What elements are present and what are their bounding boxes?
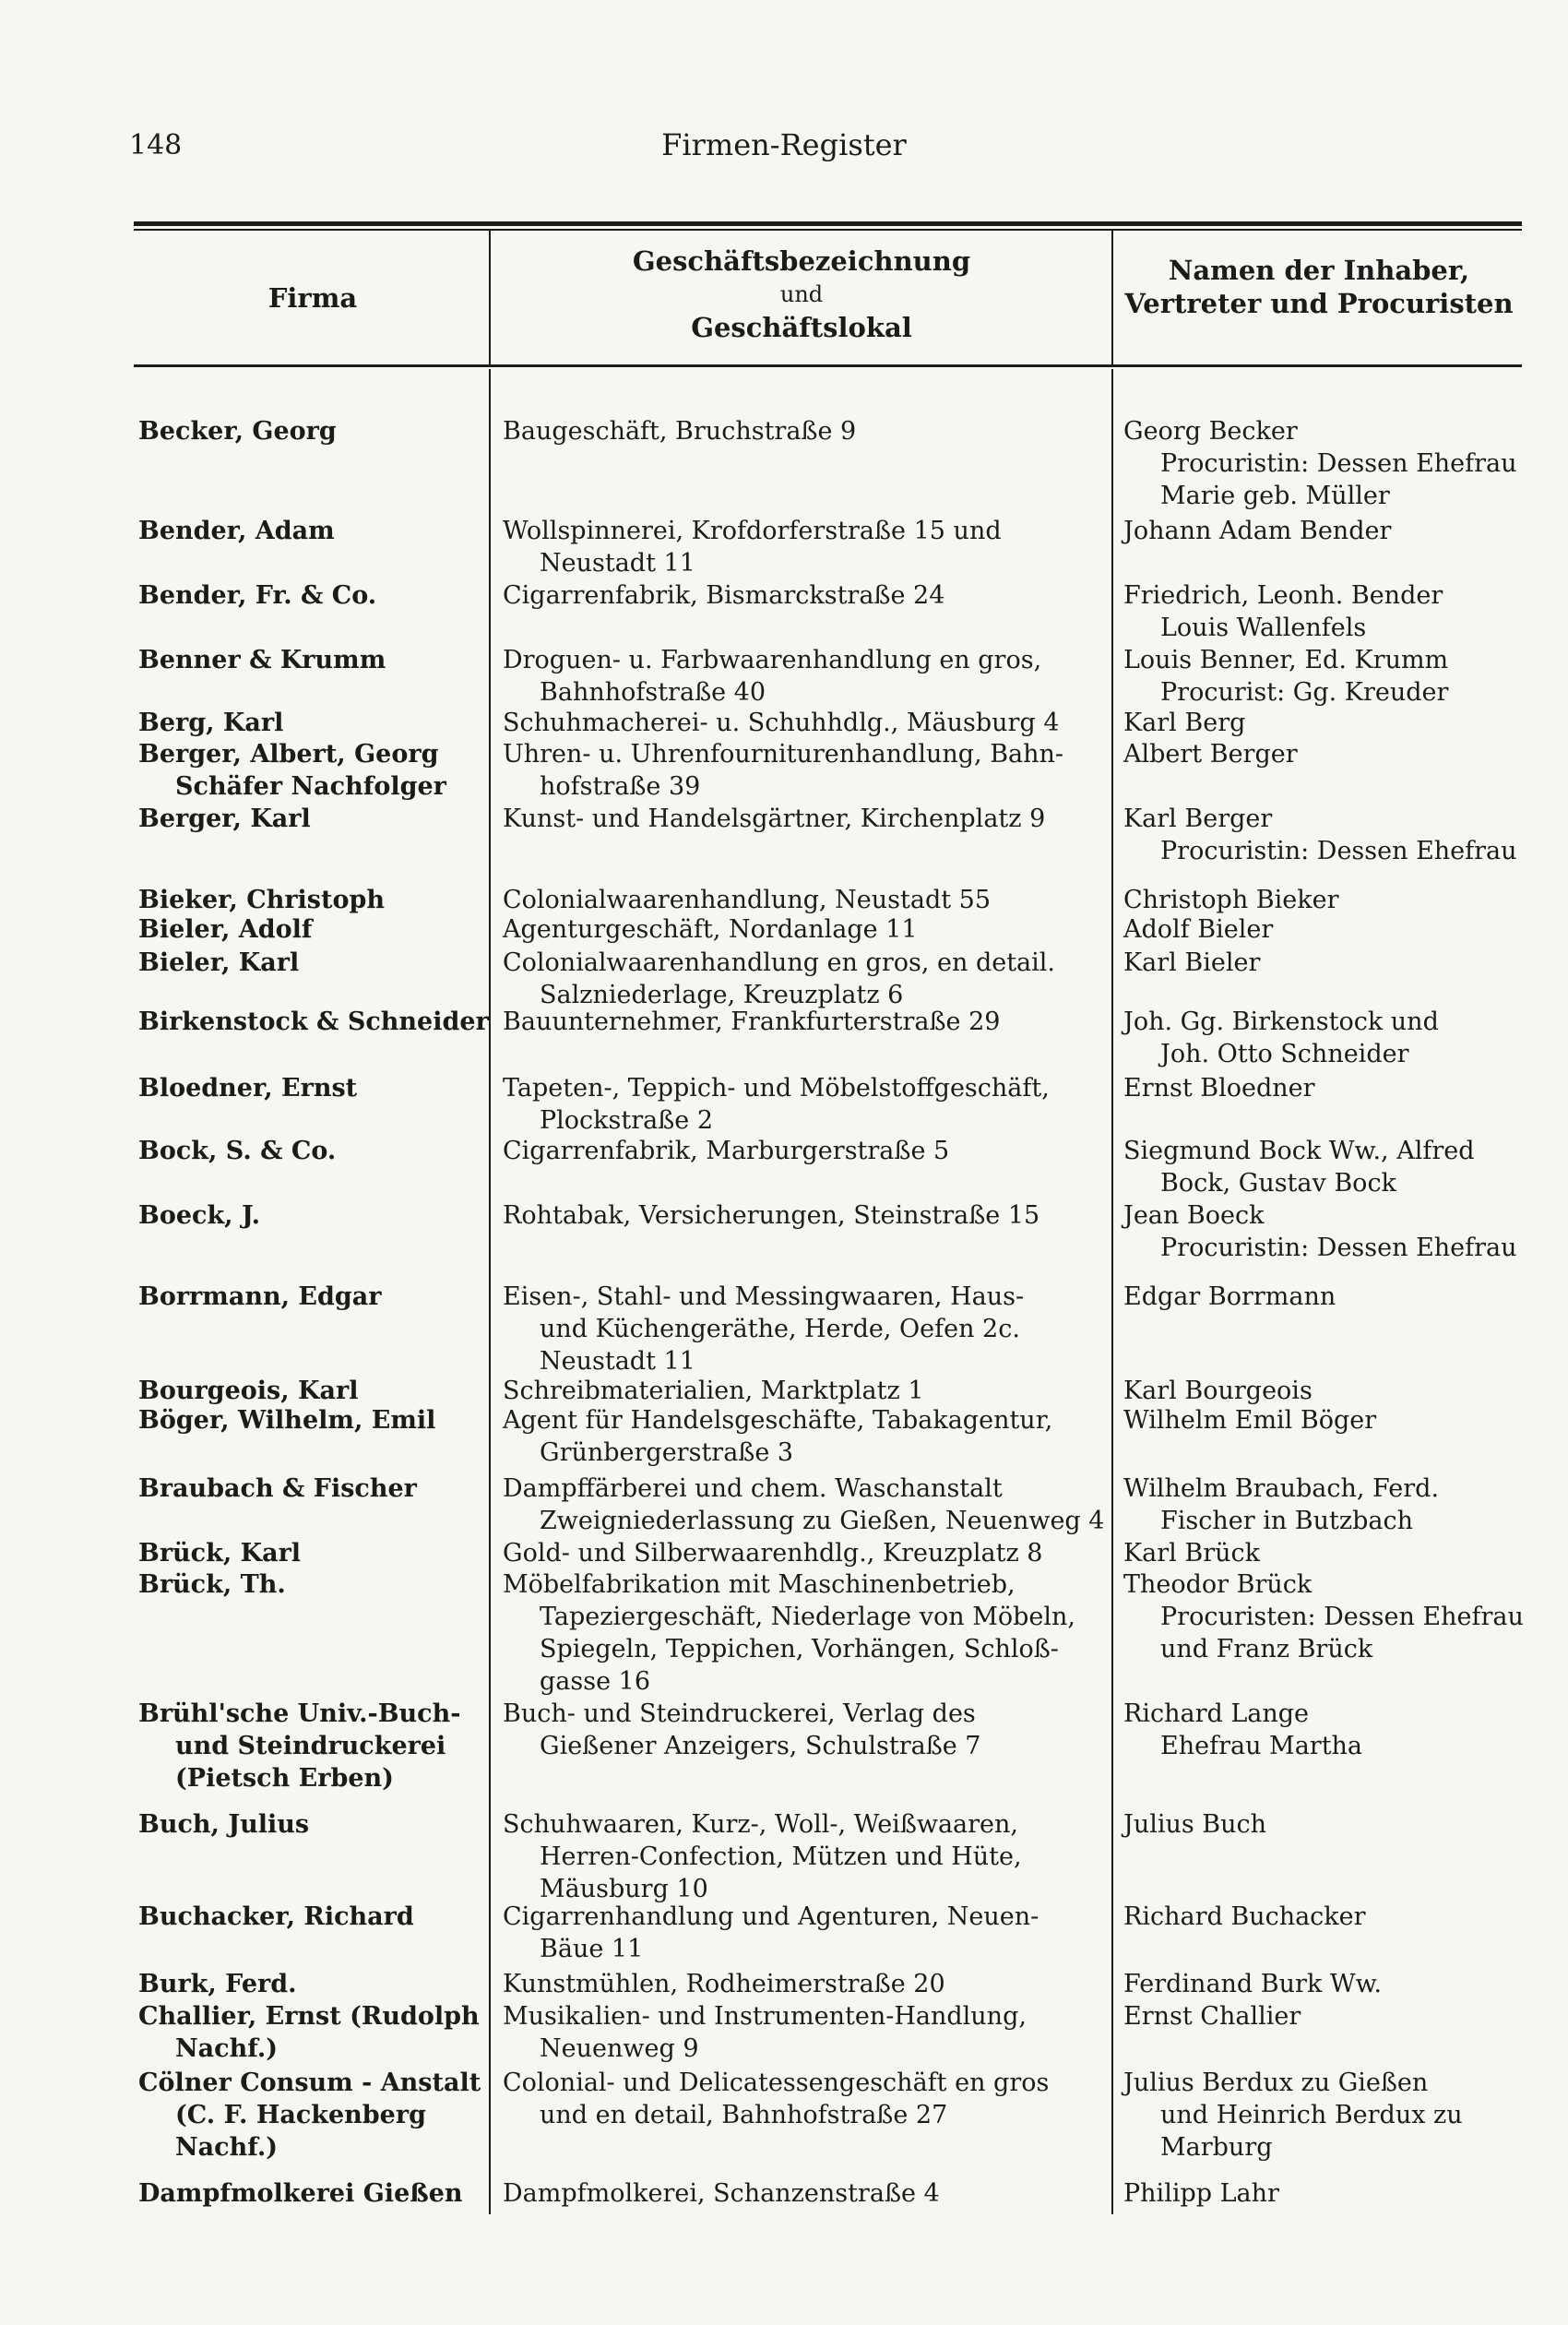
business-cell [503,2000,1107,2065]
owners-line: Jean Boeck [1123,1201,1265,1230]
header-business-line2: und [779,281,824,307]
business-cell [503,1808,1107,1905]
business-cell [503,415,1107,447]
owners-line: Joh. Otto Schneider [1160,1040,1409,1068]
header-business [493,244,1110,344]
business-cell [503,913,1107,946]
business-cell [503,1135,1107,1167]
firma-cell [138,2067,487,2164]
owners-line: Procuristen: Dessen Ehefrau [1160,1603,1524,1631]
owners-cell [1123,1281,1520,1313]
firma-line: Brück, Karl [138,1539,302,1568]
business-line: Tapeten-, Teppich- und Möbelstoffgeschäft, [503,1074,1050,1103]
header-owners [1116,254,1522,320]
owners-line: Karl Berg [1123,709,1246,737]
header-divider-1 [489,231,491,364]
business-line: Schuhmacherei- u. Schuhhdlg., Mäusburg 4 [503,709,1060,737]
business-line: Bauunternehmer, Frankfurterstraße 29 [503,1008,1001,1036]
owners-cell [1123,1135,1520,1199]
business-cell [503,1199,1107,1232]
owners-cell [1123,1698,1520,1762]
owners-cell [1123,707,1520,739]
firma-line: Berger, Karl [138,805,311,833]
owners-cell [1123,1472,1520,1537]
business-line: Kunstmühlen, Rodheimerstraße 20 [503,1970,945,1998]
firma-line: Nachf.) [175,2133,279,2162]
header-firma-label: Firma [267,282,358,314]
owners-cell [1123,1375,1520,1407]
business-cell [503,738,1107,803]
firma-line: Buchacker, Richard [138,1902,414,1931]
business-line: Eisen-, Stahl- und Messingwaaren, Haus- [503,1282,1025,1311]
firma-line: Nachf.) [175,2034,279,2063]
owners-cell [1123,1537,1520,1569]
page-title: Firmen-Register [661,127,907,162]
page-number: 148 [129,129,183,161]
business-line: Uhren- u. Uhrenfourniturenhandlung, Bahn- [503,740,1064,769]
business-line: Neustadt 11 [540,1347,695,1376]
firma-cell [138,1698,487,1794]
firma-line: Brühl'sche Univ.-Buch- [138,1699,461,1728]
firma-cell [138,2000,487,2065]
firma-line: Brück, Th. [138,1570,286,1599]
business-cell [503,1568,1107,1698]
firma-line: Borrmann, Edgar [138,1282,382,1311]
owners-line: Karl Bieler [1123,948,1261,977]
owners-cell [1123,884,1520,916]
business-line: Agenturgeschäft, Nordanlage 11 [503,915,918,944]
firma-line: Bieker, Christoph [138,886,385,914]
firma-line: Bieler, Adolf [138,915,313,944]
owners-cell [1123,1968,1520,2000]
owners-cell [1123,2067,1520,2164]
owners-line: Richard Buchacker [1123,1902,1366,1931]
firma-line: Birkenstock & Schneider [138,1008,489,1036]
firma-line: Boeck, J. [138,1201,261,1230]
column-divider-2 [1111,369,1113,2214]
owners-line: Edgar Borrmann [1123,1282,1336,1311]
firma-line: Schäfer Nachfolger [175,772,446,801]
owners-line: und Franz Brück [1160,1635,1373,1663]
firma-cell [138,884,487,916]
owners-line: Johann Adam Bender [1123,517,1392,545]
owners-cell [1123,1808,1520,1841]
firma-line: Bender, Adam [138,517,335,545]
business-cell [503,707,1107,739]
firma-cell [138,1808,487,1841]
owners-line: Ernst Bloedner [1123,1074,1315,1103]
owners-line: Joh. Gg. Birkenstock und [1123,1008,1439,1036]
business-cell [503,1072,1107,1137]
firma-line: (C. F. Hackenberg [175,2101,426,2129]
business-line: Gießener Anzeigers, Schulstraße 7 [540,1732,981,1760]
owners-line: Adolf Bieler [1123,915,1274,944]
business-line: Colonial- und Delicatessengeschäft en gros [503,2069,1050,2097]
firma-cell [138,2177,487,2210]
firma-line: Bender, Fr. & Co. [138,581,377,610]
firma-cell [138,579,487,612]
firma-cell [138,1135,487,1167]
owners-line: Louis Benner, Ed. Krumm [1123,646,1449,674]
owners-cell [1123,579,1520,644]
firma-cell [138,947,487,979]
owners-line: Procuristin: Dessen Ehefrau [1160,449,1517,478]
owners-cell [1123,515,1520,547]
business-line: und en detail, Bahnhofstraße 27 [540,2101,948,2129]
owners-line: Procuristin: Dessen Ehefrau [1160,837,1517,865]
business-line: Colonialwaarenhandlung, Neustadt 55 [503,886,992,914]
business-line: Cigarrenfabrik, Bismarckstraße 24 [503,581,945,610]
business-line: Musikalien- und Instrumenten-Handlung, [503,2002,1027,2031]
business-cell [503,803,1107,835]
firma-cell [138,644,487,676]
firma-cell [138,1199,487,1232]
business-line: Neustadt 11 [540,549,695,578]
business-line: Gold- und Silberwaarenhdlg., Kreuzplatz 8 [503,1539,1043,1568]
firma-cell [138,415,487,447]
owners-line: Christoph Bieker [1123,886,1339,914]
owners-line: Siegmund Bock Ww., Alfred [1123,1137,1475,1165]
business-line: Cigarrenhandlung und Agenturen, Neuen- [503,1902,1039,1931]
firma-line: Bloedner, Ernst [138,1074,358,1103]
business-line: Herren-Confection, Mützen und Hüte, [540,1842,1022,1871]
firma-line: Böger, Wilhelm, Emil [138,1406,436,1435]
owners-cell [1123,803,1520,867]
business-line: gasse 16 [540,1667,651,1696]
firma-cell [138,1281,487,1313]
firma-line: Braubach & Fischer [138,1474,417,1503]
owners-cell [1123,1006,1520,1070]
firma-line: Challier, Ernst (Rudolph [138,2002,480,2031]
business-line: Spiegeln, Teppichen, Vorhängen, Schloß- [540,1635,1059,1663]
business-line: Tapeziergeschäft, Niederlage von Möbeln, [540,1603,1075,1631]
firma-cell [138,1472,487,1505]
firma-cell [138,1568,487,1601]
business-line: Zweigniederlassung zu Gießen, Neuenweg 4 [540,1507,1105,1535]
owners-line: Marie geb. Müller [1160,482,1390,510]
header-business-line1: Geschäftsbezeichnung [632,245,971,277]
owners-cell [1123,1072,1520,1104]
business-line: Agent für Handelsgeschäfte, Tabakagentur, [503,1406,1053,1435]
business-line: Grünbergerstraße 3 [540,1438,794,1467]
owners-cell [1123,1901,1520,1933]
owners-line: Wilhelm Emil Böger [1123,1406,1377,1435]
business-cell [503,1968,1107,2000]
top-rule-thick [134,221,1522,226]
owners-line: Fischer in Butzbach [1160,1507,1414,1535]
header-firma [138,281,487,315]
owners-cell [1123,2000,1520,2033]
owners-line: Julius Buch [1123,1810,1267,1839]
business-line: und Küchengeräthe, Herde, Oefen 2c. [540,1315,1020,1343]
business-cell [503,884,1107,916]
business-line: Dampffärberei und chem. Waschanstalt [503,1474,1003,1503]
business-cell [503,579,1107,612]
header-owners-line2: Vertreter und Procuristen [1124,288,1514,319]
firma-cell [138,1404,487,1437]
owners-cell [1123,1568,1524,1665]
business-cell [503,1537,1107,1569]
business-cell [503,2067,1107,2131]
owners-line: Bock, Gustav Bock [1160,1169,1396,1198]
business-line: Schuhwaaren, Kurz-, Woll-, Weißwaaren, [503,1810,1019,1839]
business-line: Wollspinnerei, Krofdorferstraße 15 und [503,517,1002,545]
firma-cell [138,1006,487,1038]
firma-line: und Steindruckerei [175,1732,446,1760]
business-line: Plockstraße 2 [540,1106,714,1135]
owners-line: Friedrich, Leonh. Bender [1123,581,1443,610]
business-line: Droguen- u. Farbwaarenhandlung en gros, [503,646,1042,674]
header-divider-2 [1111,231,1113,364]
owners-line: Karl Berger [1123,805,1273,833]
business-cell [503,1006,1107,1038]
business-cell [503,1901,1107,1965]
business-line: Mäusburg 10 [540,1875,708,1903]
owners-cell [1123,415,1520,512]
business-line: Baugeschäft, Bruchstraße 9 [503,417,857,446]
firma-cell [138,1968,487,2000]
firma-line: Berg, Karl [138,709,284,737]
business-cell [503,644,1107,709]
owners-cell [1123,1404,1520,1437]
business-line: Buch- und Steindruckerei, Verlag des [503,1699,976,1728]
firma-cell [138,1901,487,1933]
firma-line: Berger, Albert, Georg [138,740,439,769]
business-cell [503,947,1107,1011]
firma-cell [138,707,487,739]
business-cell [503,2177,1107,2210]
business-line: Bäue 11 [540,1935,644,1963]
owners-cell [1123,1199,1520,1264]
business-line: Cigarrenfabrik, Marburgerstraße 5 [503,1137,950,1165]
owners-cell [1123,644,1520,709]
header-owners-line1: Namen der Inhaber, [1168,255,1470,286]
owners-line: Albert Berger [1123,740,1298,769]
firma-cell [138,1537,487,1569]
business-line: Colonialwaarenhandlung en gros, en detail. [503,948,1056,977]
firma-line: Burk, Ferd. [138,1970,297,1998]
firma-line: Cölner Consum - Anstalt [138,2069,481,2097]
firma-line: Benner & Krumm [138,646,386,674]
firma-line: (Pietsch Erben) [175,1764,394,1793]
owners-cell [1123,913,1520,946]
business-line: Schreibmaterialien, Marktplatz 1 [503,1377,924,1405]
owners-line: Wilhelm Braubach, Ferd. [1123,1474,1440,1503]
top-rule-thin [134,229,1522,231]
owners-line: Georg Becker [1123,417,1298,446]
business-line: Dampfmolkerei, Schanzenstraße 4 [503,2179,940,2208]
business-cell [503,1472,1107,1537]
owners-cell [1123,947,1520,979]
owners-line: Theodor Brück [1123,1570,1313,1599]
owners-cell [1123,738,1520,770]
owners-line: Philipp Lahr [1123,2179,1279,2208]
owners-line: Karl Bourgeois [1123,1377,1313,1405]
owners-cell [1123,2177,1520,2210]
firma-line: Bourgeois, Karl [138,1377,359,1405]
firma-cell [138,1375,487,1407]
owners-line: Procurist: Gg. Kreuder [1160,678,1449,707]
business-cell [503,1404,1107,1469]
firma-cell [138,913,487,946]
header-rule [134,364,1522,367]
business-cell [503,515,1107,579]
owners-line: Marburg [1160,2133,1273,2162]
firma-line: Bieler, Karl [138,948,300,977]
owners-line: Julius Berdux zu Gießen [1123,2069,1429,2097]
firma-cell [138,738,487,803]
owners-line: Ernst Challier [1123,2002,1301,2031]
business-line: Salzniederlage, Kreuzplatz 6 [540,981,904,1009]
firma-line: Buch, Julius [138,1810,310,1839]
business-line: Rohtabak, Versicherungen, Steinstraße 15 [503,1201,1040,1230]
owners-line: Richard Lange [1123,1699,1310,1728]
owners-line: Louis Wallenfels [1160,614,1367,642]
business-line: hofstraße 39 [540,772,701,801]
firma-cell [138,803,487,835]
firma-line: Bock, S. & Co. [138,1137,337,1165]
business-line: Kunst- und Handelsgärtner, Kirchenplatz 9 [503,805,1046,833]
business-cell [503,1375,1107,1407]
firma-line: Becker, Georg [138,417,337,446]
business-line: Neuenweg 9 [540,2034,699,2063]
business-cell [503,1698,1107,1762]
column-divider-1 [489,369,491,2214]
firma-cell [138,1072,487,1104]
business-cell [503,1281,1107,1377]
owners-line: und Heinrich Berdux zu [1160,2101,1463,2129]
business-line: Möbelfabrikation mit Maschinenbetrieb, [503,1570,1016,1599]
firma-cell [138,515,487,547]
owners-line: Procuristin: Dessen Ehefrau [1160,1234,1517,1262]
owners-line: Karl Brück [1123,1539,1261,1568]
owners-line: Ehefrau Martha [1160,1732,1363,1760]
owners-line: Ferdinand Burk Ww. [1123,1970,1383,1998]
firma-line: Dampfmolkerei Gießen [138,2179,463,2208]
business-line: Bahnhofstraße 40 [540,678,766,707]
header-business-line3: Geschäftslokal [691,312,912,343]
